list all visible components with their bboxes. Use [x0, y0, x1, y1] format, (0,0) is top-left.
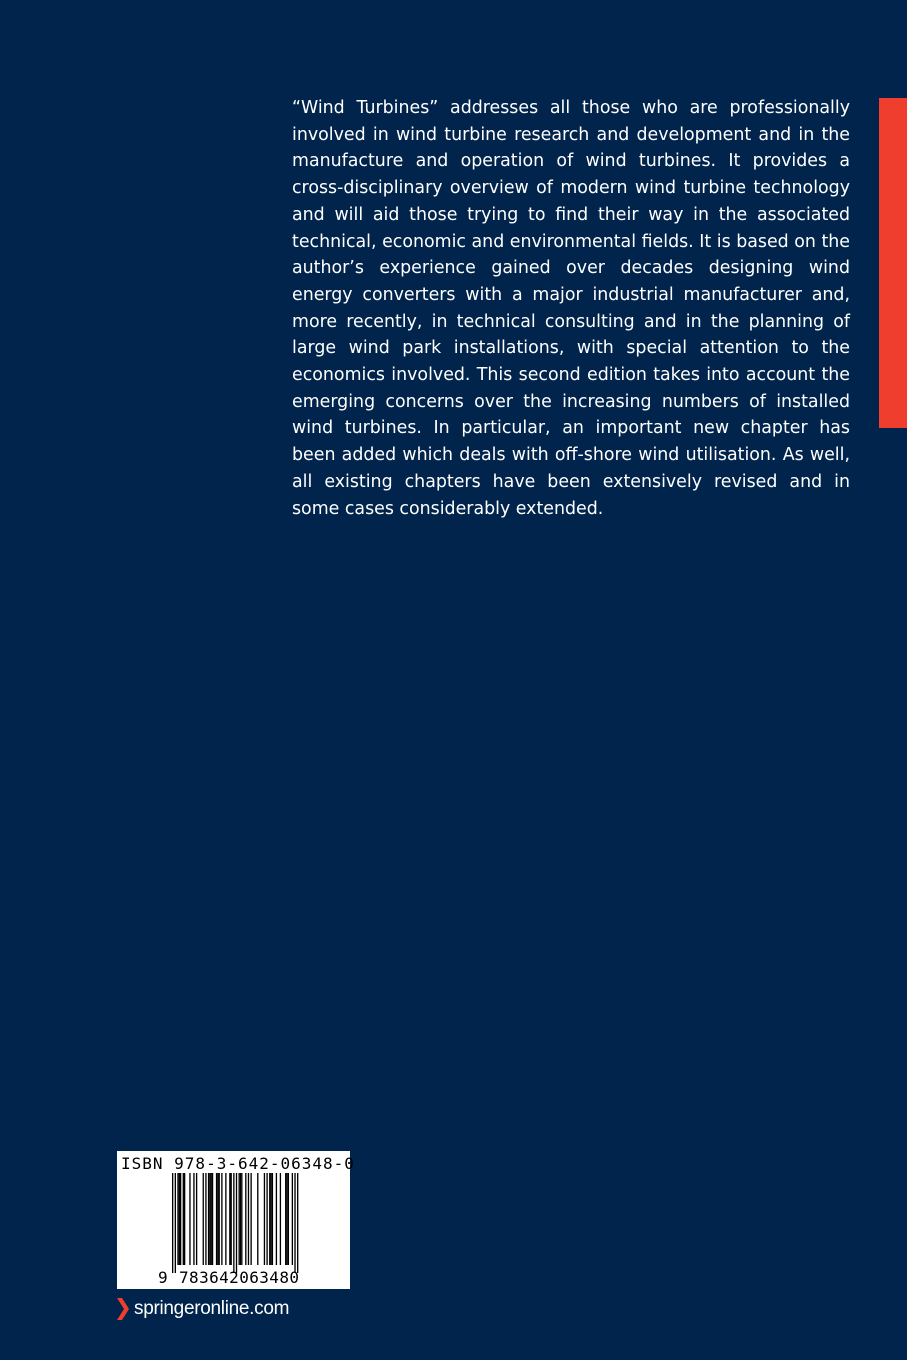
barcode-bar — [272, 1173, 273, 1265]
isbn-label: ISBN 978-3-642-06348-0 — [121, 1154, 355, 1173]
barcode-bar — [241, 1173, 242, 1265]
barcode-bar — [236, 1173, 237, 1273]
barcode-bar — [193, 1173, 194, 1265]
book-description: “Wind Turbines” addresses all those who are professionally involved in wind turbine research and development and in the manufacture and operation of wind turbines. It provides a cross-disciplinary overview of modern wind turbine technology and will aid those trying to find their way in the associated technical, economic and environmental fields. It is based on the author’s experience gained over decades designing wind energy converters with a major industrial manufacturer and, more recently, in technical consulting and in the planning of large wind park installations, with special attention to the economics involved. This second edition takes into account the emerging concerns over the increasing numbers of installed wind turbines. In particular, an important new chapter has been added which deals with off-shore wind utilisation. As well, all existing chapters have been extensively revised and in some cases considerably extended. — [292, 98, 850, 519]
barcode-bar — [225, 1173, 226, 1265]
barcode-bar — [172, 1173, 173, 1273]
barcode-bar — [264, 1173, 265, 1265]
barcode-bar — [216, 1173, 217, 1265]
barcode-bar — [212, 1173, 213, 1265]
barcode-bar — [209, 1173, 210, 1265]
barcode-bar — [203, 1173, 204, 1265]
barcode-bar — [217, 1173, 218, 1265]
barcode-bar — [285, 1173, 286, 1265]
barcode-bar — [257, 1173, 258, 1265]
barcode-bar — [240, 1173, 241, 1265]
barcode-bar — [183, 1173, 184, 1265]
barcode-bar — [276, 1173, 277, 1265]
accent-strip — [879, 98, 907, 428]
barcode-bar — [266, 1173, 267, 1265]
barcode-bar — [248, 1173, 249, 1265]
barcode-bar — [270, 1173, 271, 1265]
barcode-bar — [177, 1173, 178, 1265]
barcode-bar — [231, 1173, 232, 1265]
barcode-bar — [286, 1173, 287, 1265]
barcode-bar — [233, 1173, 234, 1273]
barcode-bar — [180, 1173, 181, 1265]
barcode-bar — [208, 1173, 209, 1265]
barcode-bar — [211, 1173, 212, 1265]
chevron-right-icon — [117, 1298, 129, 1320]
isbn-barcode — [117, 1151, 355, 1289]
barcode-bar — [288, 1173, 289, 1265]
barcode-bar — [219, 1173, 220, 1265]
barcode-bar — [245, 1173, 246, 1265]
publisher-url: springeronline.com — [134, 1298, 290, 1319]
ean-first-digit: 9 — [158, 1268, 168, 1287]
publisher-website-link[interactable] — [117, 1296, 289, 1322]
ean-digits: 783642063480 — [179, 1268, 300, 1287]
barcode-bar — [292, 1173, 293, 1265]
barcode-bar — [269, 1173, 270, 1265]
barcode-bar — [196, 1173, 197, 1265]
barcode-bar — [297, 1173, 298, 1273]
barcode-bar — [280, 1173, 281, 1265]
barcode-bar — [184, 1173, 185, 1265]
barcode-bar — [229, 1173, 230, 1265]
barcode-bar — [250, 1173, 251, 1265]
barcode-bar — [294, 1173, 295, 1273]
barcode-bar — [221, 1173, 222, 1265]
barcode-bar — [239, 1173, 240, 1265]
barcode-bar — [175, 1173, 176, 1273]
barcode-bar — [205, 1173, 206, 1265]
barcode-bar — [189, 1173, 190, 1265]
barcode-bar — [179, 1173, 180, 1265]
